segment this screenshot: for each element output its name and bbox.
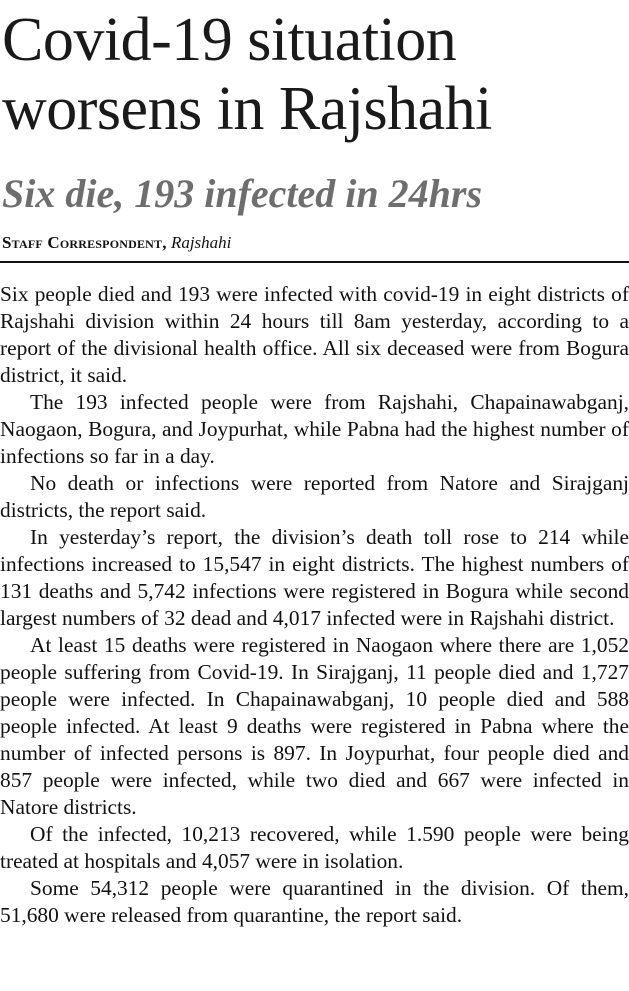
byline-location: Rajshahi [170,233,232,252]
paragraph: Some 54,312 people were quarantined in the division. Of them, 51,680 were released from quarantine, the report said. [0,876,629,927]
byline-author: Staff Correspondent, [2,233,167,252]
divider [0,261,629,263]
paragraph: Of the infected, 10,213 recovered, while 1.590 people were being treated at hospitals and 4,057 were in isolation. [0,822,629,873]
paragraph: At least 15 deaths were registered in Naogaon where there are 1,052 people suffering from Covid-19. In Sirajganj, 11 people died and 1,727 people were infected. In Chapainawabganj, 10 people died and 588 people infected. At least 9 deaths were registered in Pabna where the number of infected persons is 897. In Joypurhat, four people died and 857 people were infected, while two died and 667 were infected in Natore districts. [0,633,629,819]
headline: Covid-19 situation worsens in Rajshahi [2,6,492,143]
paragraph: No death or infections were reported from Natore and Sirajganj districts, the report said. [0,471,629,522]
paragraph: Six people died and 193 were infected with covid-19 in eight districts of Rajshahi division within 24 hours till 8am yesterday, according to a report of the divisional health office. All six deceased were from Bogura district, it said. [0,282,629,387]
byline [2,232,231,254]
paragraph: In yesterday’s report, the division’s death toll rose to 214 while infections increased to 15,547 in eight districts. The highest numbers of 131 deaths and 5,742 infections were registered in Bogura while second largest numbers of 32 dead and 4,017 infected were in Rajshahi district. [0,525,629,630]
subheadline: Six die, 193 infected in 24hrs [2,171,483,216]
article-body [0,281,629,929]
paragraph: The 193 infected people were from Rajshahi, Chapainawabganj, Naogaon, Bogura, and Joypurhat, while Pabna had the highest number of infections so far in a day. [0,390,629,468]
